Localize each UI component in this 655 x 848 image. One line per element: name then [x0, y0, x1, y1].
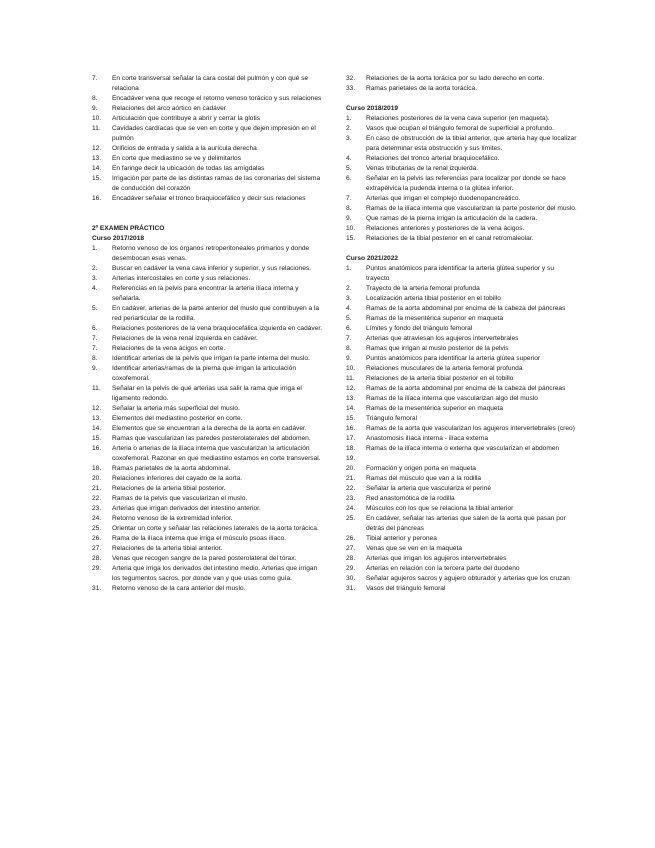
- item-text: Ramas parietales de la aorta abdominal.: [112, 465, 231, 472]
- list-item: [92, 244, 324, 264]
- item-text: Señalar en la pelvis de qué arterias usa salir la rama que irriga el ligamento redondo.: [112, 385, 302, 402]
- item-text: Vasos del triángulo femoral: [366, 585, 446, 592]
- item-number: 15.: [92, 435, 102, 442]
- item-number: 10.: [346, 225, 356, 232]
- list-item: [346, 464, 578, 474]
- list-item: [92, 364, 324, 384]
- item-text: Encadáver vena que recoge el retorno venoso torácico y sus relaciones: [112, 95, 322, 102]
- list-item: [346, 174, 578, 194]
- list-item: [92, 584, 324, 594]
- item-number: 1.: [346, 115, 352, 122]
- item-text: Cavidades cardíacas que se ven en corte y que dejen impresión en el pulmón: [112, 125, 316, 142]
- item-text: Arterias que atraviesan los agujeros intervertebrales: [366, 335, 519, 342]
- item-text: Ramas de la aorta que vascularizan los agujeros intervertebrales (creo): [366, 425, 575, 432]
- item-text: Ramas de la ilíaca interna que vascularizan algo del muslo: [366, 395, 538, 402]
- item-number: 8.: [346, 345, 352, 352]
- item-text: Señalar la arteria que vasculariza el periné: [366, 485, 491, 492]
- list-item: [92, 264, 324, 274]
- list-item: [346, 354, 578, 364]
- item-number: 21.: [346, 475, 356, 482]
- item-text: Vasos que ocupan el triángulo femoral de superficial a profundo.: [366, 125, 554, 132]
- item-text: Anastomosis ilíaca interna - ilíaca externa: [366, 435, 489, 442]
- item-number: 22.: [92, 495, 102, 502]
- item-number: 8.: [92, 355, 98, 362]
- item-number: 15.: [92, 175, 102, 182]
- list-item: [92, 534, 324, 544]
- item-number: 2.: [346, 125, 352, 132]
- course-2017-list: [92, 244, 324, 594]
- list-item: [92, 94, 324, 104]
- item-text: Relaciones de la aorta torácica por su lado derecho en corte.: [366, 75, 545, 82]
- item-number: 3.: [92, 275, 98, 282]
- item-number: 14.: [346, 405, 356, 412]
- item-number: 4.: [92, 285, 98, 292]
- item-number: 23.: [346, 495, 356, 502]
- list-item: [346, 434, 578, 444]
- item-number: 20.: [92, 475, 102, 482]
- list-item: [346, 224, 578, 234]
- item-number: 12.: [346, 385, 356, 392]
- item-text: Ramas de la ilíaca interna o externa que vascularizan el abdomen: [366, 445, 560, 452]
- item-text: Señalar en la pelvis las referencias para localizar por donde se hace extrapélvica la pudenda interna o la glútea inferior.: [366, 175, 566, 192]
- item-text: Identificar arterias/ramas de la pierna que irrigan la articulación coxofemoral.: [112, 365, 296, 382]
- right-column: [346, 74, 578, 594]
- item-number: 32.: [346, 75, 356, 82]
- item-text: Encadáver señalar el tronco braquiocefálico y decir sus relaciones: [112, 195, 306, 202]
- item-text: Ramas de la ilíaca interna que vascularizan la parte posterior del muslo.: [366, 205, 577, 212]
- item-text: Relaciones de la arteria tibial posterior en el tobillo: [366, 375, 514, 382]
- item-number: 27.: [92, 545, 102, 552]
- list-item: [346, 444, 578, 454]
- item-number: 14.: [92, 425, 102, 432]
- list-item: [346, 454, 578, 464]
- list-item: [346, 574, 578, 584]
- list-item: [92, 444, 324, 464]
- item-text: Irrigación por parte de las distintas ramas de las coronarias del sistema de conducción del corazón: [112, 175, 321, 192]
- item-text: Relaciones de la tibial posterior en el canal retromaleolar.: [366, 235, 534, 242]
- item-number: 31.: [92, 585, 102, 592]
- course-2017-heading: Curso 2017/2018: [92, 235, 145, 242]
- item-number: 7.: [346, 335, 352, 342]
- list-item: [92, 304, 324, 324]
- item-text: Venas que se ven en la maqueta: [366, 545, 463, 552]
- item-text: Arteria que irriga los derivados del intestino medio. Arterias que irrigan los tegumentos sacros, por donde van y que usas como guía.: [112, 565, 318, 582]
- course-2018-list: [346, 114, 578, 244]
- item-number: 16.: [346, 425, 356, 432]
- list-item: [346, 414, 578, 424]
- item-number: 11.: [92, 125, 101, 132]
- item-text: Ramas de la mesentérica superior en maqueta: [366, 405, 504, 412]
- item-number: 6.: [92, 325, 98, 332]
- item-text: Buscar en cadáver la vena cava inferior y superior, y sus relaciones.: [112, 265, 312, 272]
- list-item: [92, 564, 324, 584]
- item-text: Que ramas de la pierna irrigan la articulación de la cadera.: [366, 215, 538, 222]
- item-text: Articulación que contribuye a abrir y cerrar la glotis: [112, 115, 261, 122]
- item-number: 16.: [92, 445, 102, 452]
- item-text: Orificios de entrada y salida a la aurícula derecha: [112, 145, 257, 152]
- item-text: Arterias que irrigan el complejo duodenopancreático.: [366, 195, 521, 202]
- item-number: 9.: [346, 215, 352, 222]
- list-item: [346, 404, 578, 414]
- item-number: 7.: [92, 75, 98, 82]
- list-item: [346, 314, 578, 324]
- item-number: 3.: [346, 135, 352, 142]
- item-number: 6.: [346, 325, 352, 332]
- item-number: 13.: [92, 155, 102, 162]
- list-item: [92, 344, 324, 354]
- item-text: Ramas de la aorta abdominal por encima de la cabeza del páncreas: [366, 305, 566, 312]
- item-text: Arterias en relación con la tercera parte del duodeno: [366, 565, 520, 572]
- item-text: Relaciones de la vena ácigos en corte.: [112, 345, 226, 352]
- item-number: 26.: [92, 535, 102, 542]
- list-item: [346, 584, 578, 594]
- list-item: [92, 154, 324, 164]
- item-text: Rama de la ilíaca interna que irriga el músculo psoas ilíaco.: [112, 535, 287, 542]
- course-2021-list: [346, 264, 578, 594]
- item-number: 2.: [346, 285, 352, 292]
- top-list: [346, 74, 578, 94]
- item-number: 15.: [346, 235, 356, 242]
- item-text: Triángulo femoral: [366, 415, 418, 422]
- item-text: Ramas del músculo que van a la rodilla: [366, 475, 482, 482]
- list-item: [346, 424, 578, 434]
- item-number: 4.: [346, 155, 352, 162]
- item-text: Músculos con los que se relaciona la tibial anterior: [366, 505, 514, 512]
- item-number: 18.: [92, 465, 102, 472]
- list-item: [346, 284, 578, 294]
- list-item: [92, 434, 324, 444]
- item-text: Formación y origen porta en maqueta: [366, 465, 476, 472]
- item-number: 5.: [346, 165, 352, 172]
- item-number: 31.: [346, 585, 356, 592]
- item-number: 8.: [346, 205, 352, 212]
- list-item: [346, 114, 578, 124]
- item-text: En cadáver, señalar las arterias que salen de la aorta que pasan por detrás del páncreas: [366, 515, 566, 532]
- item-number: 7.: [92, 345, 98, 352]
- item-number: 9.: [92, 105, 98, 112]
- item-text: Relaciones del tronco arterial braquiocefálico.: [366, 155, 500, 162]
- item-text: Elementos que se encuentran a la derecha de la aorta en cadáver.: [112, 425, 307, 432]
- list-item: [346, 164, 578, 174]
- item-text: En faringe decir la ubicación de todas las amígdalas: [112, 165, 265, 172]
- item-text: Retorno venoso de la extremidad inferior.: [112, 515, 233, 522]
- list-item: [92, 554, 324, 564]
- list-item: [346, 374, 578, 384]
- list-item: [346, 474, 578, 484]
- item-number: 24.: [92, 515, 102, 522]
- list-item: [346, 334, 578, 344]
- item-text: Relaciones posteriores de la vena braquiocefálica izquierda en cadáver.: [112, 325, 323, 332]
- item-text: Puntos anatómicos para identificar la arteria glútea superior y su trayecto: [366, 265, 555, 282]
- item-number: 7.: [92, 335, 98, 342]
- item-number: 21.: [92, 485, 102, 492]
- item-number: 12.: [92, 405, 102, 412]
- list-item: [346, 564, 578, 574]
- list-item: [92, 524, 324, 534]
- list-item: [92, 324, 324, 334]
- item-number: 18.: [346, 445, 356, 452]
- item-text: Retorno venoso de la cara anterior del muslo.: [112, 585, 246, 592]
- exam2-heading: 2º EXAMEN PRÁCTICO: [92, 225, 165, 232]
- item-text: Ramas que irrigan al muslo posterior de la pelvis: [366, 345, 509, 352]
- list-item: [346, 554, 578, 564]
- item-number: 5.: [92, 305, 98, 312]
- item-number: 1.: [346, 265, 352, 272]
- list-item: [92, 504, 324, 514]
- list-item: [92, 414, 324, 424]
- list-item: [346, 324, 578, 334]
- list-item: [346, 494, 578, 504]
- item-text: En corte que mediastino se ve y delimitarlos: [112, 155, 242, 162]
- item-text: Relaciones del arco aórtico en cadáver: [112, 105, 226, 112]
- course-2021-heading: Curso 2021/2022: [346, 255, 399, 262]
- list-item: [346, 134, 578, 154]
- list-item: [346, 154, 578, 164]
- item-text: Elementos del mediastino posterior en corte.: [112, 415, 243, 422]
- item-text: Relaciones de la arteria tibial posterior.: [112, 485, 226, 492]
- item-text: Tibial anterior y peronea: [366, 535, 437, 542]
- item-text: Ramas de la mesentérica superior en maqueta: [366, 315, 504, 322]
- list-item: [346, 194, 578, 204]
- item-text: Red anastomótica de la rodilla: [366, 495, 455, 502]
- item-text: Arterias intercostales en corte y sus relaciones.: [112, 275, 251, 282]
- item-text: Arteria o arterias de la ilíaca interna que vascularizan la articulación coxofemoral. Razonar en que mediastino estamos en corte transversal.: [112, 445, 321, 462]
- item-number: 8.: [92, 95, 98, 102]
- item-number: 24.: [346, 505, 356, 512]
- item-text: Señalar la arteria más superficial del muslo.: [112, 405, 240, 412]
- list-item: [346, 204, 578, 214]
- item-number: 1.: [92, 245, 98, 252]
- item-text: Señalar agujeros sacros y agujero obturador y arterias que los cruzan: [366, 575, 570, 582]
- item-text: Retorno venoso de los órganos retroperitoneales primarios y donde desembocan esas venas.: [112, 245, 310, 262]
- item-number: 29.: [92, 565, 102, 572]
- list-item: [346, 304, 578, 314]
- item-number: 30.: [346, 575, 356, 582]
- item-text: [366, 454, 578, 464]
- list-item: [92, 354, 324, 364]
- item-text: Ramas de la aorta abdominal por encima de la cabeza del páncreas: [366, 385, 566, 392]
- list-item: [92, 144, 324, 154]
- list-item: [346, 344, 578, 354]
- list-item: [92, 164, 324, 174]
- item-number: 11.: [346, 375, 355, 382]
- item-number: 16.: [92, 195, 102, 202]
- list-item: [92, 514, 324, 524]
- item-number: 19.: [346, 455, 356, 462]
- spacer: [346, 244, 578, 254]
- item-number: 13.: [346, 395, 356, 402]
- item-number: 28.: [92, 555, 102, 562]
- item-text: Referencias en la pelvis para encontrar la arteria ilíaca interna y señalarla.: [112, 285, 299, 302]
- item-number: 26.: [346, 535, 356, 542]
- item-text: Límites y fondo del triángulo femoral: [366, 325, 473, 332]
- item-number: 29.: [346, 565, 356, 572]
- item-text: Arterias que irrigan los agujeros intervertebrales: [366, 555, 507, 562]
- item-number: 9.: [346, 355, 352, 362]
- list-item: [346, 74, 578, 84]
- item-text: Ramas de la pelvis que vascularizan el muslo.: [112, 495, 248, 502]
- list-item: [92, 464, 324, 474]
- item-text: En corte transversal señalar la cara costal del pulmón y con qué se relaciona: [112, 75, 309, 92]
- list-item: [92, 194, 324, 204]
- list-item: [92, 274, 324, 284]
- item-number: 22.: [346, 485, 356, 492]
- spacer: [346, 94, 578, 104]
- list-item: [346, 234, 578, 244]
- item-number: 2.: [92, 265, 98, 272]
- item-number: 10.: [92, 115, 102, 122]
- list-item: [346, 394, 578, 404]
- item-number: 10.: [346, 365, 356, 372]
- item-number: 5.: [346, 315, 352, 322]
- item-text: Localización arteria tibial posterior en el tobillo: [366, 295, 501, 302]
- item-number: 13.: [92, 415, 102, 422]
- item-text: Puntos anatómicos para identificar la arteria glútea superior: [366, 355, 541, 362]
- list-item: [346, 384, 578, 394]
- item-text: En caso de obstrucción de la tibial anterior, que arteria hay que localizar para determinar esta obstrucción y sus límites.: [366, 135, 577, 152]
- list-item: [92, 124, 324, 144]
- spacer: [92, 204, 324, 224]
- item-number: 14.: [92, 165, 102, 172]
- item-text: Relaciones anteriores y posteriores de la vena ácigos.: [366, 225, 525, 232]
- list-item: [346, 544, 578, 554]
- list-item: [92, 284, 324, 304]
- exam1-list: [92, 74, 324, 204]
- list-item: [346, 84, 578, 94]
- item-number: 25.: [92, 525, 102, 532]
- list-item: [92, 544, 324, 554]
- item-number: 33.: [346, 85, 356, 92]
- left-column: [92, 74, 324, 594]
- item-text: Relaciones de la vena renal izquierda en cadáver.: [112, 335, 258, 342]
- list-item: [346, 124, 578, 134]
- item-text: Relaciones de la arteria tibial anterior.: [112, 545, 223, 552]
- item-number: 28.: [346, 555, 356, 562]
- item-text: Relaciones posteriores de la vena cava superior (en maqueta).: [366, 115, 550, 122]
- list-item: [92, 404, 324, 414]
- item-number: 15.: [346, 415, 356, 422]
- list-item: [92, 484, 324, 494]
- item-number: 3.: [346, 295, 352, 302]
- item-number: 12.: [92, 145, 102, 152]
- item-number: 4.: [346, 305, 352, 312]
- list-item: [346, 294, 578, 304]
- item-number: 11.: [92, 385, 101, 392]
- item-text: Relaciones musculares de la arteria femoral profunda: [366, 365, 523, 372]
- list-item: [92, 494, 324, 504]
- item-number: 9.: [92, 365, 98, 372]
- item-text: Venas que recogen sangre de la pared posterolateral del tórax.: [112, 555, 297, 562]
- item-number: 23.: [92, 505, 102, 512]
- item-number: 20.: [346, 465, 356, 472]
- item-text: Trayecto de la arteria femoral profunda: [366, 285, 480, 292]
- list-item: [346, 214, 578, 224]
- item-text: Identificar arterias de la pelvis que irrigan la parte interna del muslo.: [112, 355, 310, 362]
- course-2018-heading: Curso 2018/2019: [346, 105, 399, 112]
- item-number: 27.: [346, 545, 356, 552]
- item-text: En cadáver, arterias de la parte anterior del muslo que contribuyen a la red periarticular de la rodilla.: [112, 305, 320, 322]
- item-text: Arterias que irrigan derivados del intestino anterior.: [112, 505, 261, 512]
- list-item: [92, 474, 324, 484]
- list-item: [92, 74, 324, 94]
- item-text: Venas tributarias de la renal izquierda.: [366, 165, 479, 172]
- item-number: 25.: [346, 515, 356, 522]
- item-number: 17.: [346, 435, 356, 442]
- item-number: 7.: [346, 195, 352, 202]
- list-item: [92, 104, 324, 114]
- list-item: [346, 264, 578, 284]
- list-item: [346, 534, 578, 544]
- list-item: [92, 334, 324, 344]
- list-item: [346, 504, 578, 514]
- list-item: [346, 364, 578, 374]
- item-number: 6.: [346, 175, 352, 182]
- item-text: Ramas parietales de la aorta torácica.: [366, 85, 478, 92]
- item-text: Orientar un corte y señalar las relaciones laterales de la aorta torácica.: [112, 525, 319, 532]
- list-item: [92, 174, 324, 194]
- item-text: Ramas que vascularizan las paredes posterolaterales del abdomen.: [112, 435, 311, 442]
- list-item: [346, 514, 578, 534]
- list-item: [92, 114, 324, 124]
- list-item: [346, 484, 578, 494]
- item-text: Relaciones inferiores del cayado de la aorta.: [112, 475, 243, 482]
- list-item: [92, 424, 324, 434]
- list-item: [92, 384, 324, 404]
